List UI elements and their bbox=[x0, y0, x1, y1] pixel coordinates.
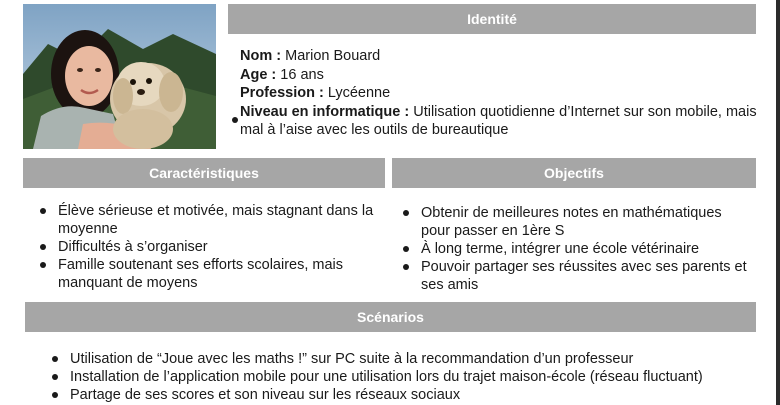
objectives-header: Objectifs bbox=[392, 158, 756, 188]
identity-header: Identité bbox=[228, 4, 756, 34]
profession-row bbox=[240, 84, 760, 103]
age-value: 16 ans bbox=[280, 66, 324, 83]
list-item: Pouvoir partager ses réussites avec ses parents et ses amis bbox=[401, 258, 753, 294]
persona-photo bbox=[23, 4, 216, 149]
list-item: Famille soutenant ses efforts scolaires, mais manquant de moyens bbox=[38, 256, 378, 292]
characteristics-header: Caractéristiques bbox=[23, 158, 385, 188]
list-item: Difficultés à s’organiser bbox=[38, 238, 378, 256]
computer-level-row bbox=[240, 103, 760, 140]
list-item: Partage de ses scores et son niveau sur les réseaux sociaux bbox=[50, 386, 760, 404]
computer-level-label: Niveau en informatique : bbox=[240, 103, 410, 120]
objectives-list bbox=[401, 204, 753, 294]
age-label: Age : bbox=[240, 66, 277, 83]
right-edge-border bbox=[776, 0, 780, 405]
age-row bbox=[240, 66, 760, 85]
identity-details bbox=[240, 47, 760, 140]
profession-value: Lycéenne bbox=[327, 85, 391, 101]
list-item: Installation de l’application mobile pour une utilisation lors du trajet maison-école (réseau fluctuant) bbox=[50, 368, 760, 386]
profession-label: Profession : bbox=[240, 85, 324, 101]
scenarios-list bbox=[50, 350, 760, 404]
list-item: Utilisation de “Joue avec les maths !” sur PC suite à la recommandation d’un professeur bbox=[50, 350, 760, 368]
characteristics-list bbox=[38, 202, 378, 292]
name-value: Marion Bouard bbox=[285, 48, 381, 64]
scenarios-header: Scénarios bbox=[25, 302, 756, 332]
list-item: À long terme, intégrer une école vétérinaire bbox=[401, 240, 753, 258]
list-item: Élève sérieuse et motivée, mais stagnant dans la moyenne bbox=[38, 202, 378, 238]
name-label: Nom : bbox=[240, 48, 282, 64]
computer-level-value: Utilisation quotidienne d’Internet sur son mobile, mais mal à l’aise avec les outils de bureautique bbox=[240, 103, 757, 138]
name-row bbox=[240, 47, 760, 66]
list-item: Obtenir de meilleures notes en mathématiques pour passer en 1ère S bbox=[401, 204, 753, 240]
bullet-dot bbox=[232, 117, 238, 123]
